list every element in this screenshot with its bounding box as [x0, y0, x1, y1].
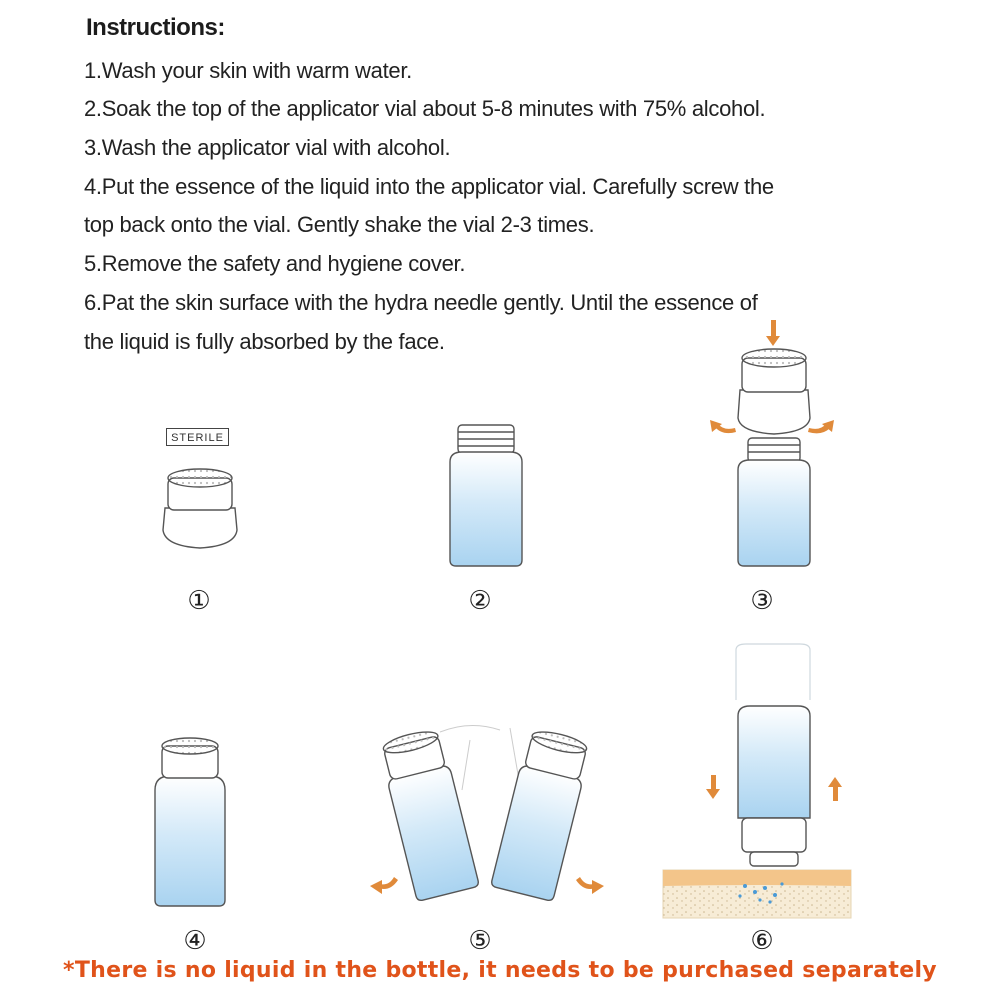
step-4-text-continued: top back onto the vial. Gently shake the vial 2-3 times. — [84, 212, 595, 237]
step-number-5: ⑤ — [468, 926, 492, 956]
step-5-text: 5.Remove the safety and hygiene cover. — [84, 251, 466, 276]
step-6-text-continued: the liquid is fully absorbed by the face. — [84, 329, 445, 354]
step-number-6: ⑥ — [750, 926, 774, 956]
instructions-heading: Instructions: — [86, 14, 225, 41]
applicator-head-1 — [163, 469, 237, 548]
step-number-1: ① — [187, 586, 211, 616]
step-number-3: ③ — [750, 586, 774, 616]
step-number-2: ② — [468, 586, 492, 616]
vial-5-right — [491, 727, 593, 902]
vial-4 — [155, 738, 225, 906]
orange-arrows-5 — [370, 877, 604, 894]
sterile-label: STERILE — [166, 428, 229, 446]
step-1-text: 1.Wash your skin with warm water. — [84, 58, 412, 83]
vial-6 — [738, 706, 810, 866]
skin-layer — [663, 870, 851, 918]
step-4-text: 4.Put the essence of the liquid into the applicator vial. Carefully screw the — [84, 174, 774, 199]
step-number-4: ④ — [183, 926, 207, 956]
purchase-note: *There is no liquid in the bottle, it needs to be purchased separately — [63, 958, 937, 983]
step-6-text: 6.Pat the skin surface with the hydra needle gently. Until the essence of — [84, 290, 758, 315]
vial-2 — [450, 425, 522, 566]
step-2-text: 2.Soak the top of the applicator vial about 5-8 minutes with 75% alcohol. — [84, 96, 766, 121]
vial-6-ghost — [736, 644, 810, 700]
vial-5-left — [378, 727, 480, 902]
applicator-head-3 — [738, 349, 810, 434]
step-3-text: 3.Wash the applicator vial with alcohol. — [84, 135, 451, 160]
vial-3 — [738, 438, 810, 566]
